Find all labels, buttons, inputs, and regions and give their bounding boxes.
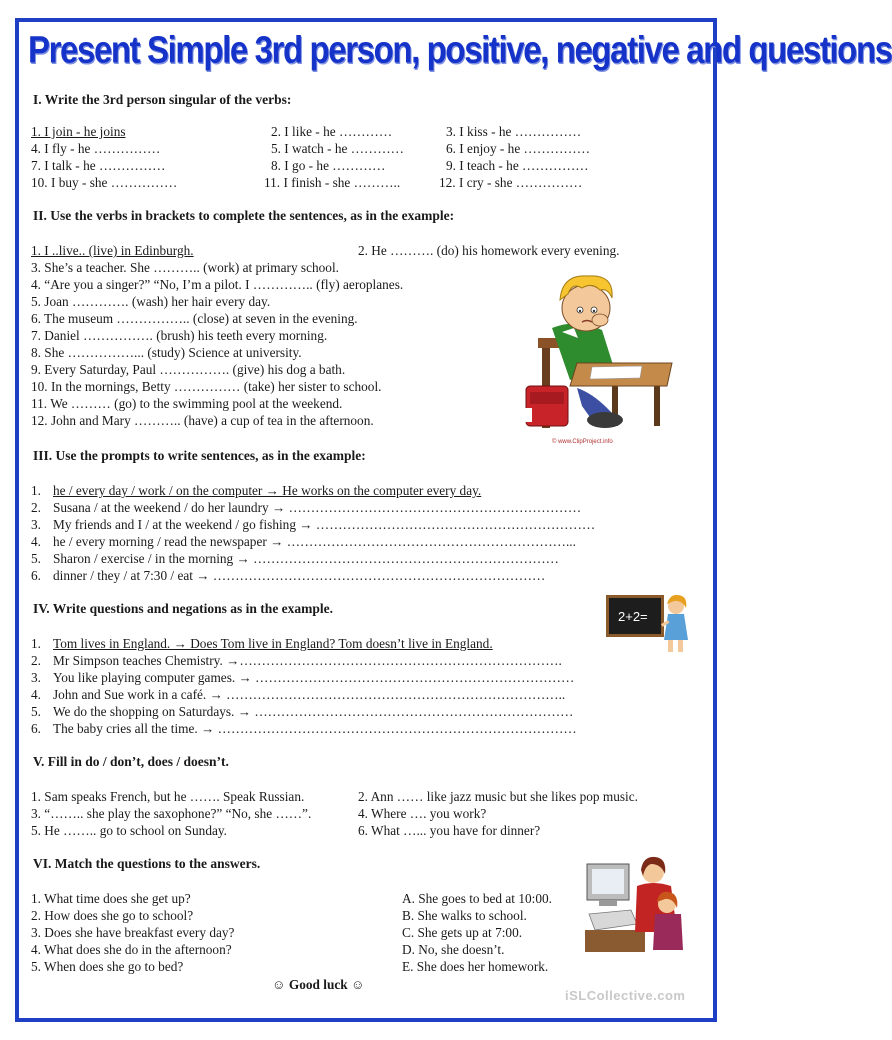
prompt-number: 5. — [31, 551, 41, 566]
verb-item-3: 3. I kiss - he …………… — [446, 124, 582, 139]
verb-item-9: 9. I teach - he …………… — [446, 158, 589, 173]
prompt-number: 4. — [31, 534, 41, 549]
prompt-number: 1. — [31, 483, 41, 498]
section-3-heading: III. Use the prompts to write sentences, as in the example: — [33, 448, 366, 463]
section-2-heading: II. Use the verbs in brackets to complete the sentences, as in the example: — [33, 208, 455, 223]
verb-item-8: 8. I go - he ………… — [271, 158, 386, 173]
watermark: iSLCollective.com — [565, 988, 686, 1003]
verb-item-5: 5. I watch - he ………… — [271, 141, 404, 156]
verb-item-11: 11. I finish - she ……….. — [264, 175, 401, 190]
question-item: We do the shopping on Saturdays. → ……………………………………………………………… — [53, 704, 574, 719]
match-question: 4. What does she do in the afternoon? — [31, 942, 232, 957]
section-5-heading: V. Fill in do / don’t, does / doesn’t. — [33, 754, 229, 769]
sentence-7: 7. Daniel ……………. (brush) his teeth every morning. — [31, 328, 328, 343]
question-example: Tom lives in England. → Does Tom live in England? Tom doesn’t live in England. — [53, 636, 493, 651]
prompt-example: he / every day / work / on the computer → He works on the computer every day. — [53, 483, 482, 498]
prompt-number: 2. — [31, 500, 41, 515]
prompt-item: My friends and I / at the weekend / go fishing → ……………………………………………………… — [53, 517, 596, 532]
sentence-5: 5. Joan …………. (wash) her hair every day. — [31, 294, 271, 309]
sentence-example: 1. I ..live.. (live) in Edinburgh. — [31, 243, 194, 258]
question-number: 1. — [31, 636, 41, 651]
fill-item-5: 5. He …….. go to school on Sunday. — [31, 823, 227, 838]
fill-item-3: 3. “…….. she play the saxophone?” “No, she ……”. — [31, 806, 312, 821]
fill-item-2: 2. Ann …… like jazz music but she likes pop music. — [358, 789, 638, 804]
sentence-6: 6. The museum …………….. (close) at seven in the evening. — [31, 311, 358, 326]
verb-item-4: 4. I fly - he …………… — [31, 141, 161, 156]
chalkboard-text: 2+2= — [618, 609, 648, 624]
sentence-11: 11. We ……… (go) to the swimming pool at the weekend. — [31, 396, 343, 411]
prompt-item: he / every morning / read the newspaper → ………………………………………………………... — [53, 534, 576, 549]
sentence-10: 10. In the mornings, Betty …………… (take) her sister to school. — [31, 379, 382, 394]
section-6-heading: VI. Match the questions to the answers. — [33, 856, 261, 871]
fill-item-4: 4. Where …. you work? — [358, 806, 487, 821]
match-question: 3. Does she have breakfast every day? — [31, 925, 235, 940]
match-question: 2. How does she go to school? — [31, 908, 194, 923]
question-number: 2. — [31, 653, 41, 668]
sentence-9: 9. Every Saturday, Paul ……………. (give) his dog a bath. — [31, 362, 346, 377]
sentence-4: 4. “Are you a singer?” “No, I’m a pilot. I ………….. (fly) aeroplanes. — [31, 277, 404, 292]
boy-at-desk-illustration — [522, 268, 672, 446]
prompt-number: 3. — [31, 517, 41, 532]
question-number: 5. — [31, 704, 41, 719]
verb-item-10: 10. I buy - she …………… — [31, 175, 178, 190]
verb-item-2: 2. I like - he ………… — [271, 124, 393, 139]
prompt-item: dinner / they / at 7:30 / eat → ………………………………………………………………… — [53, 568, 546, 583]
fill-item-1: 1. Sam speaks French, but he ……. Speak Russian. — [31, 789, 305, 804]
match-answer: E. She does her homework. — [402, 959, 549, 974]
question-item: John and Sue work in a café. → ………………………………………………………………….. — [53, 687, 566, 702]
worksheet-title: Present Simple 3rd person, positive, negative and questions — [28, 28, 892, 71]
sentence-2: 2. He ………. (do) his homework every evening. — [358, 243, 620, 258]
section-4-heading: IV. Write questions and negations as in the example. — [33, 601, 334, 616]
match-answer: D. No, she doesn’t. — [402, 942, 505, 957]
kids-at-computer-illustration — [585, 852, 685, 952]
match-question: 5. When does she go to bed? — [31, 959, 184, 974]
clipart-credit: © www.ClipProject.info — [552, 439, 613, 445]
good-luck-footer: ☺ Good luck ☺ — [272, 977, 365, 992]
match-answer: B. She walks to school. — [402, 908, 527, 923]
question-number: 4. — [31, 687, 41, 702]
question-item: The baby cries all the time. → ……………………………………………………………………… — [53, 721, 577, 736]
match-answer: A. She goes to bed at 10:00. — [402, 891, 552, 906]
match-answer: C. She gets up at 7:00. — [402, 925, 523, 940]
sentence-3: 3. She’s a teacher. She ……….. (work) at primary school. — [31, 260, 339, 275]
prompt-item: Susana / at the weekend / do her laundry → ………………………………………………………… — [53, 500, 582, 515]
question-item: Mr Simpson teaches Chemistry. →………………………………………………………………. — [53, 653, 562, 668]
sentence-12: 12. John and Mary ……….. (have) a cup of tea in the afternoon. — [31, 413, 374, 428]
prompt-number: 6. — [31, 568, 41, 583]
match-question: 1. What time does she get up? — [31, 891, 191, 906]
verb-item-6: 6. I enjoy - he …………… — [446, 141, 591, 156]
verb-item-1: 1. I join - he joins — [31, 124, 126, 139]
chalkboard-girl-illustration — [604, 592, 692, 656]
verb-item-7: 7. I talk - he …………… — [31, 158, 166, 173]
question-item: You like playing computer games. → ……………………………………………………………… — [53, 670, 575, 685]
section-1-heading: I. Write the 3rd person singular of the verbs: — [33, 92, 292, 107]
fill-item-6: 6. What …... you have for dinner? — [358, 823, 541, 838]
verb-item-12: 12. I cry - she …………… — [439, 175, 583, 190]
sentence-8: 8. She ……………... (study) Science at university. — [31, 345, 302, 360]
question-number: 6. — [31, 721, 41, 736]
question-number: 3. — [31, 670, 41, 685]
prompt-item: Sharon / exercise / in the morning → …………………………………………………………… — [53, 551, 559, 566]
